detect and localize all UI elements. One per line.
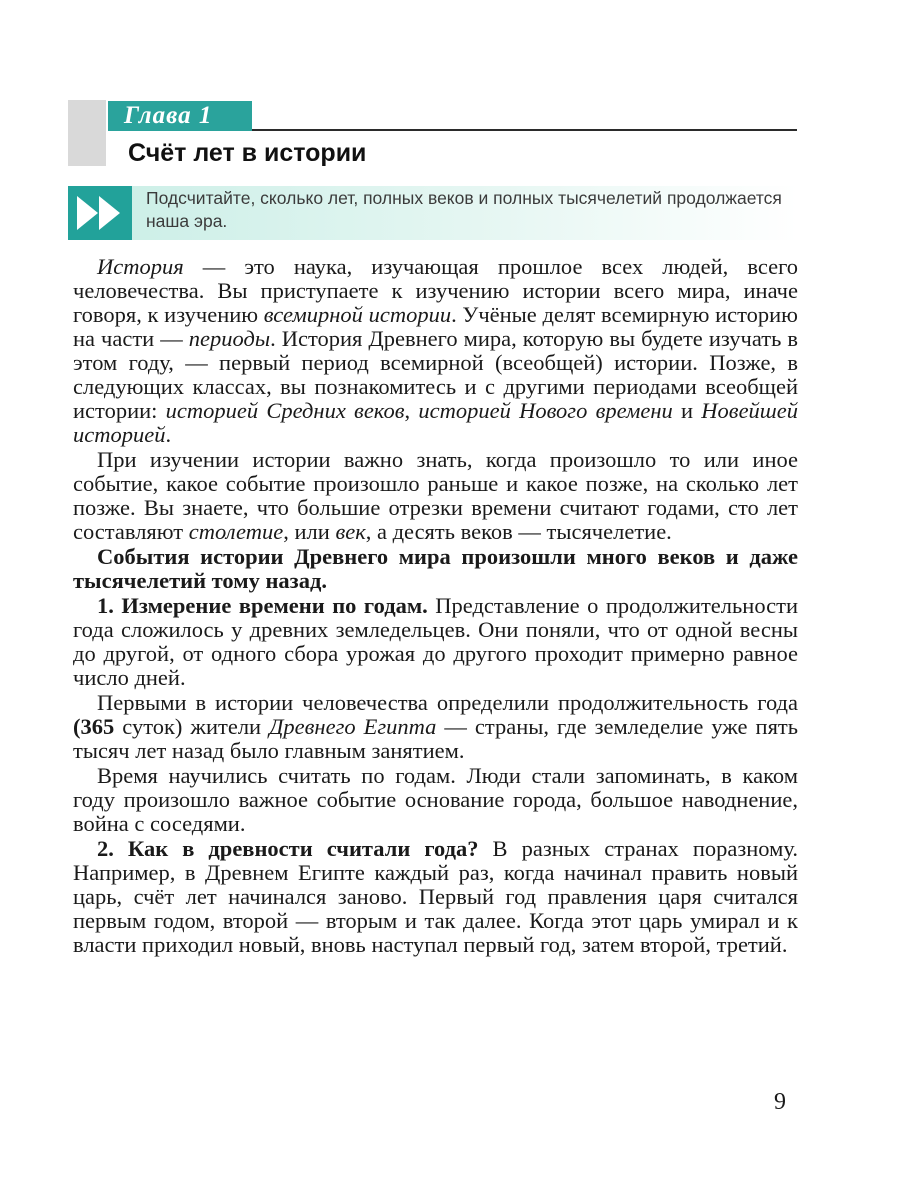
text-run: Первыми в истории человечества определили продолжительность года [97, 690, 798, 715]
paragraph-5 [73, 691, 798, 763]
term-middle-ages: историей Средних веков [165, 398, 405, 423]
text-run: суток) жители [114, 714, 270, 739]
page-number: 9 [774, 1089, 786, 1115]
text-run: . [165, 422, 172, 447]
paragraph-4 [73, 594, 798, 690]
text-run: , а десять веков — тысячелетие. [365, 519, 672, 544]
chapter-side-bar [68, 100, 106, 166]
paragraph-1 [73, 255, 798, 447]
text-run: , [404, 398, 419, 423]
double-play-arrow-icon [68, 186, 132, 240]
key-statement: События истории Древнего мира произошли много веков и даже тысячелетий тому назад. [73, 544, 798, 593]
number-365: (365 [73, 714, 115, 739]
task-text: Подсчитайте, сколько лет, полных веков и полных тысячелетий продолжается наша эра. [146, 188, 782, 231]
term-recent-history: Новейшей историей [73, 398, 799, 447]
term-history: История [97, 254, 184, 279]
term-periods: периоды [188, 326, 271, 351]
chapter-label: Глава 1 [108, 101, 252, 131]
term-world-history: всемирной истории [263, 302, 452, 327]
chapter-divider [252, 129, 797, 131]
section-heading-2: 2. Как в древности считали года? [97, 836, 479, 861]
text-run: — страны, где земледелие уже пять тысяч лет назад было главным занятием. [73, 714, 799, 763]
text-run: Представление о продолжительности года сложилось у древних земледельцев. Они поняли, что от одной весны до другой, от одного сбора урожая до другого проходит примерно равное число дней. [73, 593, 798, 690]
body-text [73, 255, 798, 957]
text-run: — это наука, изучающая прошлое всех людей, всего человечества. Вы приступаете к изучению истории всего мира, иначе говоря, к изучению [73, 254, 798, 327]
text-run: , или [283, 519, 336, 544]
paragraph-2 [73, 448, 798, 544]
text-run: . Учёные делят всемирную историю на части — [73, 302, 798, 351]
paragraph-7 [73, 837, 798, 957]
text-run: Время научились считать по годам. Люди стали запоминать, в каком году произошло важное событие основание города, большое наводнение, война с соседями. [73, 763, 798, 836]
term-modern-times: историей Нового времени [418, 398, 673, 423]
term-ancient-egypt: Древнего Египта [269, 714, 437, 739]
text-run: В разных странах поразному. Например, в Древнем Египте каждый раз, когда начинал править новый царь, счёт лет начинался заново. Первый год правления царя считался первым годом, второй — вторым и так далее. Когда этот царь умирал и к власти приходил новый, вновь наступал первый год, затем второй, третий. [73, 836, 798, 957]
paragraph-6 [73, 764, 798, 836]
text-run: и [672, 398, 702, 423]
section-heading-1: 1. Измерение времени по годам. [97, 593, 428, 618]
term-age: век [335, 519, 366, 544]
chapter-title: Счёт лет в истории [128, 139, 367, 167]
term-century: столетие [188, 519, 284, 544]
text-run: При изучении истории важно знать, когда произошло то или иное событие, какое событие произошло раньше и какое позже, на сколько лет позже. Вы знаете, что большие отрезки времени считают годами, сто лет составляют [73, 447, 798, 544]
text-run: . История Древнего мира, которую вы будете изучать в этом году, — первый период всемирной (всеобщей) истории. Позже, в следующих классах, вы познакомитесь и с другими периодами всеобщей истории: [73, 326, 798, 423]
paragraph-3 [73, 545, 798, 593]
